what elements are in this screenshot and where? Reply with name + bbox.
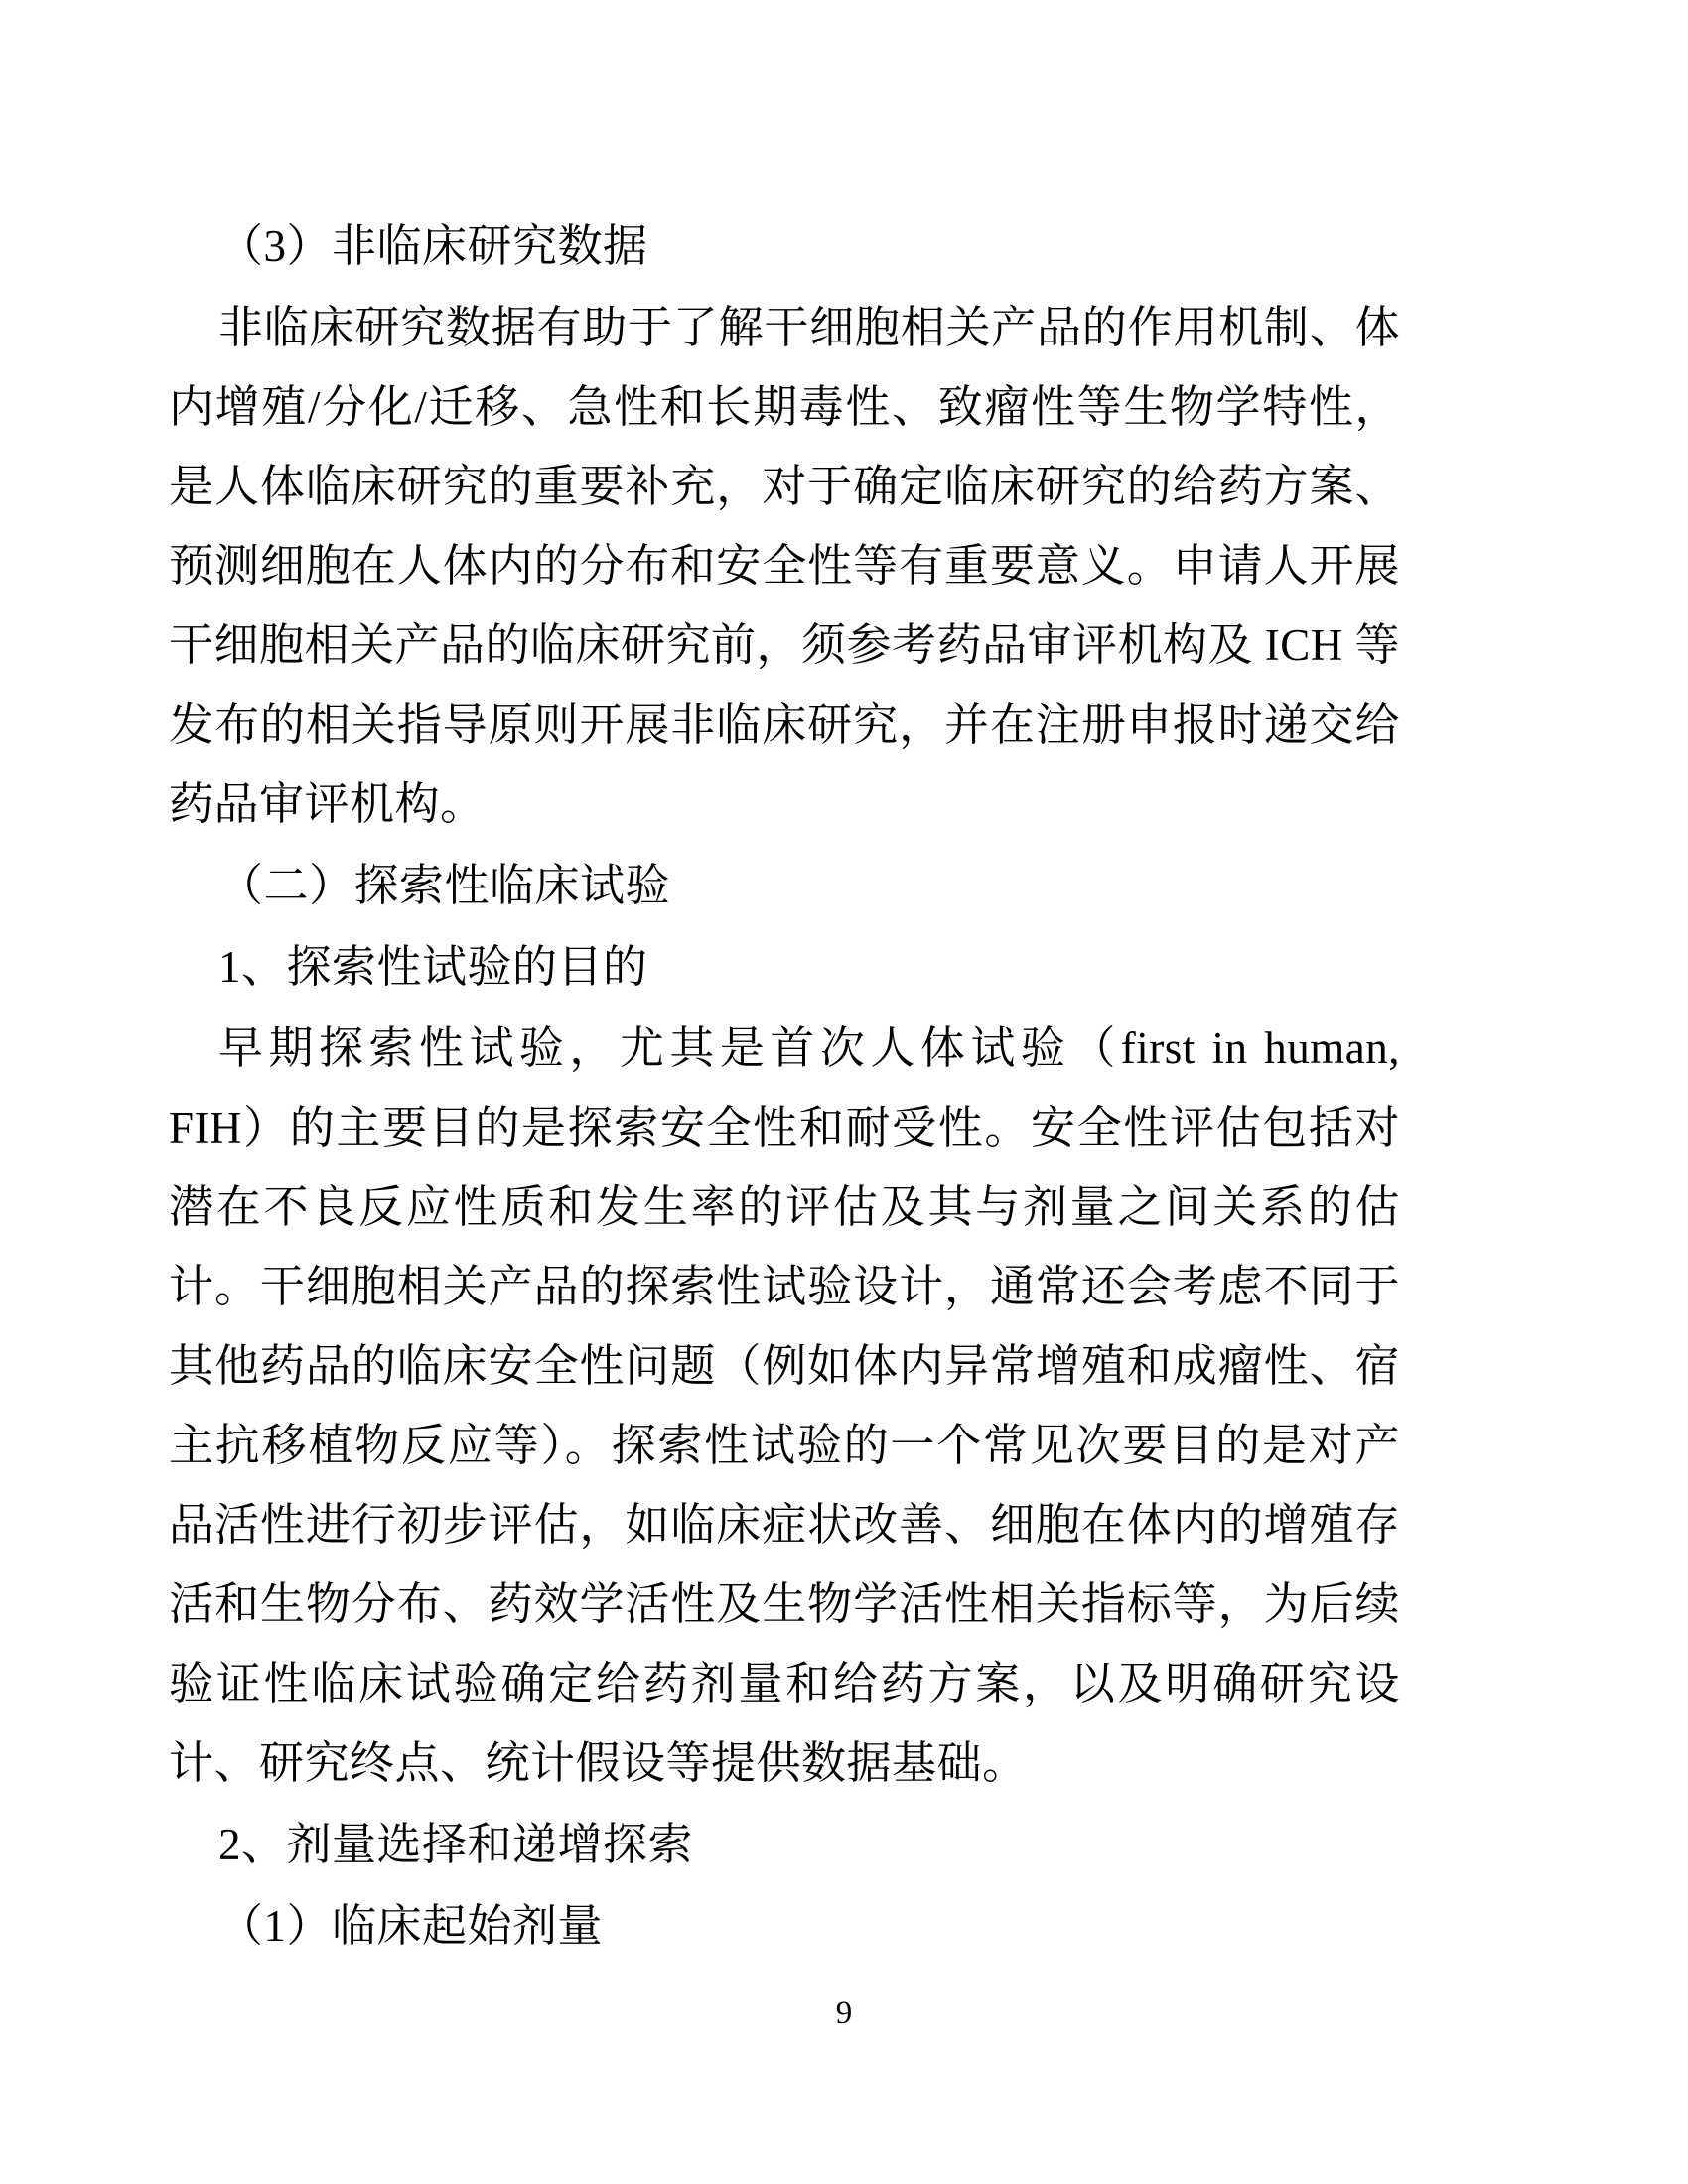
document-body	[169, 206, 1400, 1966]
heading-exploratory-clinical-trials: （二）探索性临床试验	[218, 861, 671, 910]
heading-nonclinical-research-data: （3）非临床研究数据	[218, 221, 648, 271]
heading-clinical-starting-dose: （1）临床起始剂量	[218, 1901, 604, 1951]
heading-dose-selection-and-escalation: 2、剂量选择和递增探索	[218, 1820, 694, 1869]
paragraph-purpose-of-exploratory-trials: 早期探索性试验，尤其是首次人体试验（first in human, FIH）的主要目的是探索安全性和耐受性。安全性评估包括对潜在不良反应性质和发生率的评估及其与剂量之间关系的估计。干细胞相关产品的探索性试验设计，通常还会考虑不同于其他药品的临床安全性问题（例如体内异常增殖和成瘤性、宿主抗移植物反应等）。探索性试验的一个常见次要目的是对产品活性进行初步评估，如临床症状改善、细胞在体内的增殖存活和生物分布、药效学活性及生物学活性相关指标等，为后续验证性临床试验确定给药剂量和给药方案，以及明确研究设计、研究终点、统计假设等提供数据基础。	[169, 1024, 1400, 1788]
paragraph-nonclinical-research-data: 非临床研究数据有助于了解干细胞相关产品的作用机制、体内增殖/分化/迁移、急性和长期毒性、致瘤性等生物学特性，是人体临床研究的重要补充，对于确定临床研究的给药方案、预测细胞在人体内的分布和安全性等有重要意义。申请人开展干细胞相关产品的临床研究前，须参考药品审评机构及 ICH 等发布的相关指导原则开展非临床研究，并在注册申报时递交给药品审评机构。	[169, 303, 1400, 829]
heading-purpose-of-exploratory-trials: 1、探索性试验的目的	[218, 942, 648, 992]
page-number: 9	[835, 1995, 853, 2031]
